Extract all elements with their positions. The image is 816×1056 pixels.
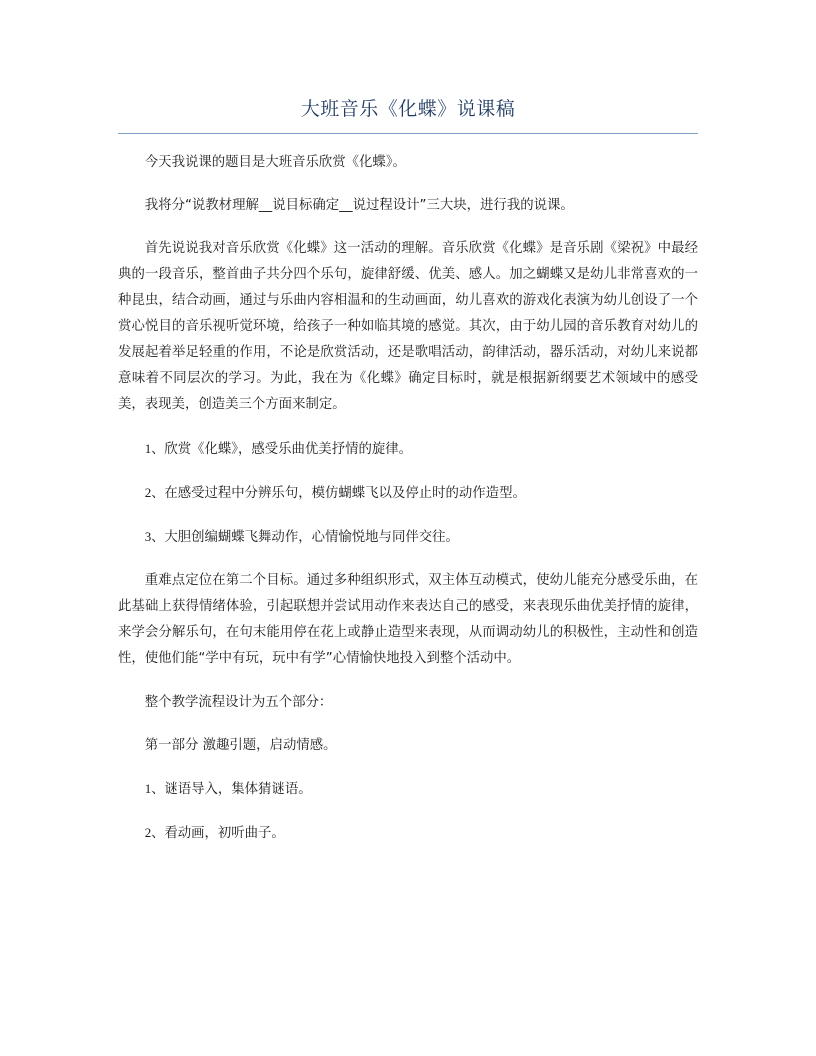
document-body <box>118 150 698 864</box>
intro-paragraph: 今天我说课的题目是大班音乐欣赏《化蝶》。 <box>144 155 406 170</box>
step-text: 谜语导入，集体猜谜语。 <box>164 782 312 797</box>
goal-number: 2、 <box>144 485 165 500</box>
step-text: 看动画，初听曲子。 <box>164 826 285 841</box>
goal-item <box>118 480 698 507</box>
goal-text: 欣赏《化蝶》，感受乐曲优美抒情的旋律。 <box>164 442 413 457</box>
document-title: 大班音乐《化蝶》说课稿 <box>300 98 516 120</box>
goal-item <box>118 436 698 463</box>
goal-item <box>118 524 698 551</box>
part-one-heading: 第一部分 激趣引题，启动情感。 <box>144 738 337 753</box>
material-understanding-paragraph: 首先说说我对音乐欣赏《化蝶》这一活动的理解。音乐欣赏《化蝶》是音乐剧《梁祝》中最经典的一段音乐，整首曲子共分四个乐句，旋律舒缓、优美、感人。加之蝴蝶又是幼儿非常喜欢的一种昆虫，结合动画，通过与乐曲内容相温和的生动画面，幼儿喜欢的游戏化表演为幼儿创设了一个赏心悦目的音乐视听觉环境，给孩子一种如临其境的感觉。其次，由于幼儿园的音乐教育对幼儿的发展起着举足轻重的作用，不论是欣赏活动，还是歌唱活动，韵律活动，器乐活动，对幼儿来说都意味着不同层次的学习。为此，我在为《化蝶》确定目标时，就是根据新纲要艺术领域中的感受美，表现美，创造美三个方面来制定。 <box>118 241 698 412</box>
step-number: 1、 <box>144 781 165 796</box>
difficulty-paragraph: 重难点定位在第二个目标。通过多种组织形式，双主体互动模式，使幼儿能充分感受乐曲，在此基础上获得情绪体验，引起联想并尝试用动作来表达自己的感受，来表现乐曲优美抒情的旋律，来学会分解乐句，在句末能用停在花上或静止造型来表现，从而调动幼儿的积极性，主动性和创造性，使他们能“学中有玩，玩中有学”心情愉快地投入到整个活动中。 <box>118 573 698 666</box>
goal-text: 在感受过程中分辨乐句，模仿蝴蝶飞以及停止时的动作造型。 <box>164 486 526 501</box>
goal-text: 大胆创编蝴蝶飞舞动作，心情愉悦地与同伴交往。 <box>164 530 459 545</box>
step-item <box>118 820 698 847</box>
flow-intro: 整个教学流程设计为五个部分： <box>144 695 333 710</box>
step-number: 2、 <box>144 825 165 840</box>
title-divider <box>118 133 698 134</box>
goal-number: 3、 <box>144 529 165 544</box>
goal-number: 1、 <box>144 441 165 456</box>
step-item <box>118 776 698 803</box>
structure-paragraph: 我将分“说教材理解__说目标确定__说过程设计”三大块，进行我的说课。 <box>144 198 574 213</box>
